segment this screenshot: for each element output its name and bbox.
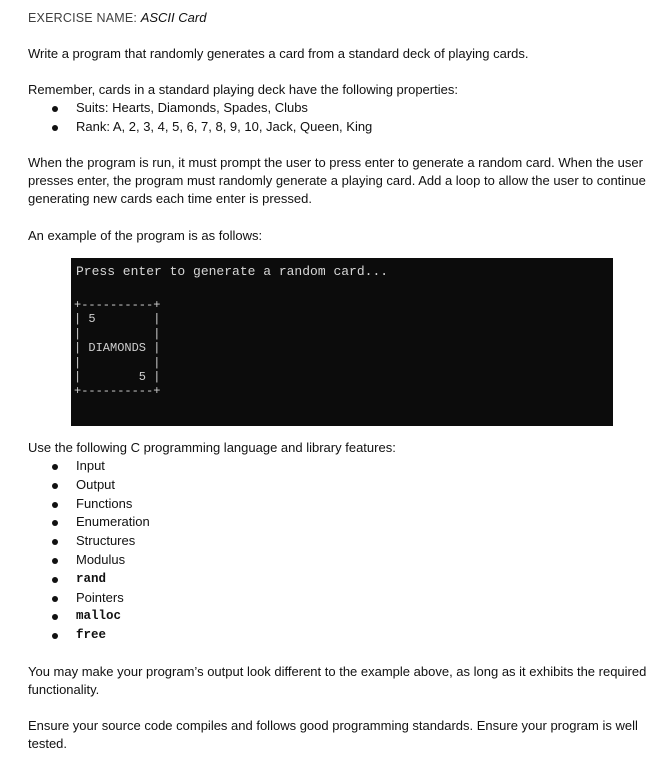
list-item: Output	[48, 476, 150, 495]
run-description: When the program is run, it must prompt the user to press enter to generate a random card. When the user presses enter, the program must randomly generate a playing card. Add a loop to allow the user to continue generating new cards each time enter is pressed.	[28, 155, 646, 206]
list-item: Suits: Hearts, Diamonds, Spades, Clubs	[48, 99, 372, 118]
list-item: Structures	[48, 532, 150, 551]
terminal-screenshot	[71, 258, 613, 426]
standards-note: Ensure your source code compiles and follows good programming standards. Ensure your program is well tested.	[28, 718, 638, 751]
output-note: You may make your program’s output look different to the example above, as long as it exhibits the required functionality.	[28, 664, 647, 697]
list-item-code: free	[48, 626, 150, 645]
properties-list	[48, 99, 372, 137]
features-list	[48, 457, 150, 645]
exercise-heading	[28, 10, 206, 25]
list-item-code: rand	[48, 570, 150, 589]
ascii-card: +----------+ | 5 | | | | DIAMONDS | | | | 5 | +----------+	[74, 298, 161, 399]
features-intro: Use the following C programming language and library features:	[28, 440, 396, 455]
list-item: Enumeration	[48, 513, 150, 532]
list-item: Functions	[48, 495, 150, 514]
list-item: Input	[48, 457, 150, 476]
exercise-label: EXERCISE NAME:	[28, 11, 138, 25]
terminal-prompt: Press enter to generate a random card...	[76, 264, 389, 279]
list-item: Modulus	[48, 551, 150, 570]
list-item-code: malloc	[48, 607, 150, 626]
list-item: Rank: A, 2, 3, 4, 5, 6, 7, 8, 9, 10, Jack, Queen, King	[48, 118, 372, 137]
remember-text: Remember, cards in a standard playing deck have the following properties:	[28, 82, 458, 97]
list-item: Pointers	[48, 589, 150, 608]
exercise-name: ASCII Card	[140, 10, 207, 25]
example-intro: An example of the program is as follows:	[28, 228, 263, 243]
intro-text: Write a program that randomly generates a card from a standard deck of playing cards.	[28, 46, 529, 61]
